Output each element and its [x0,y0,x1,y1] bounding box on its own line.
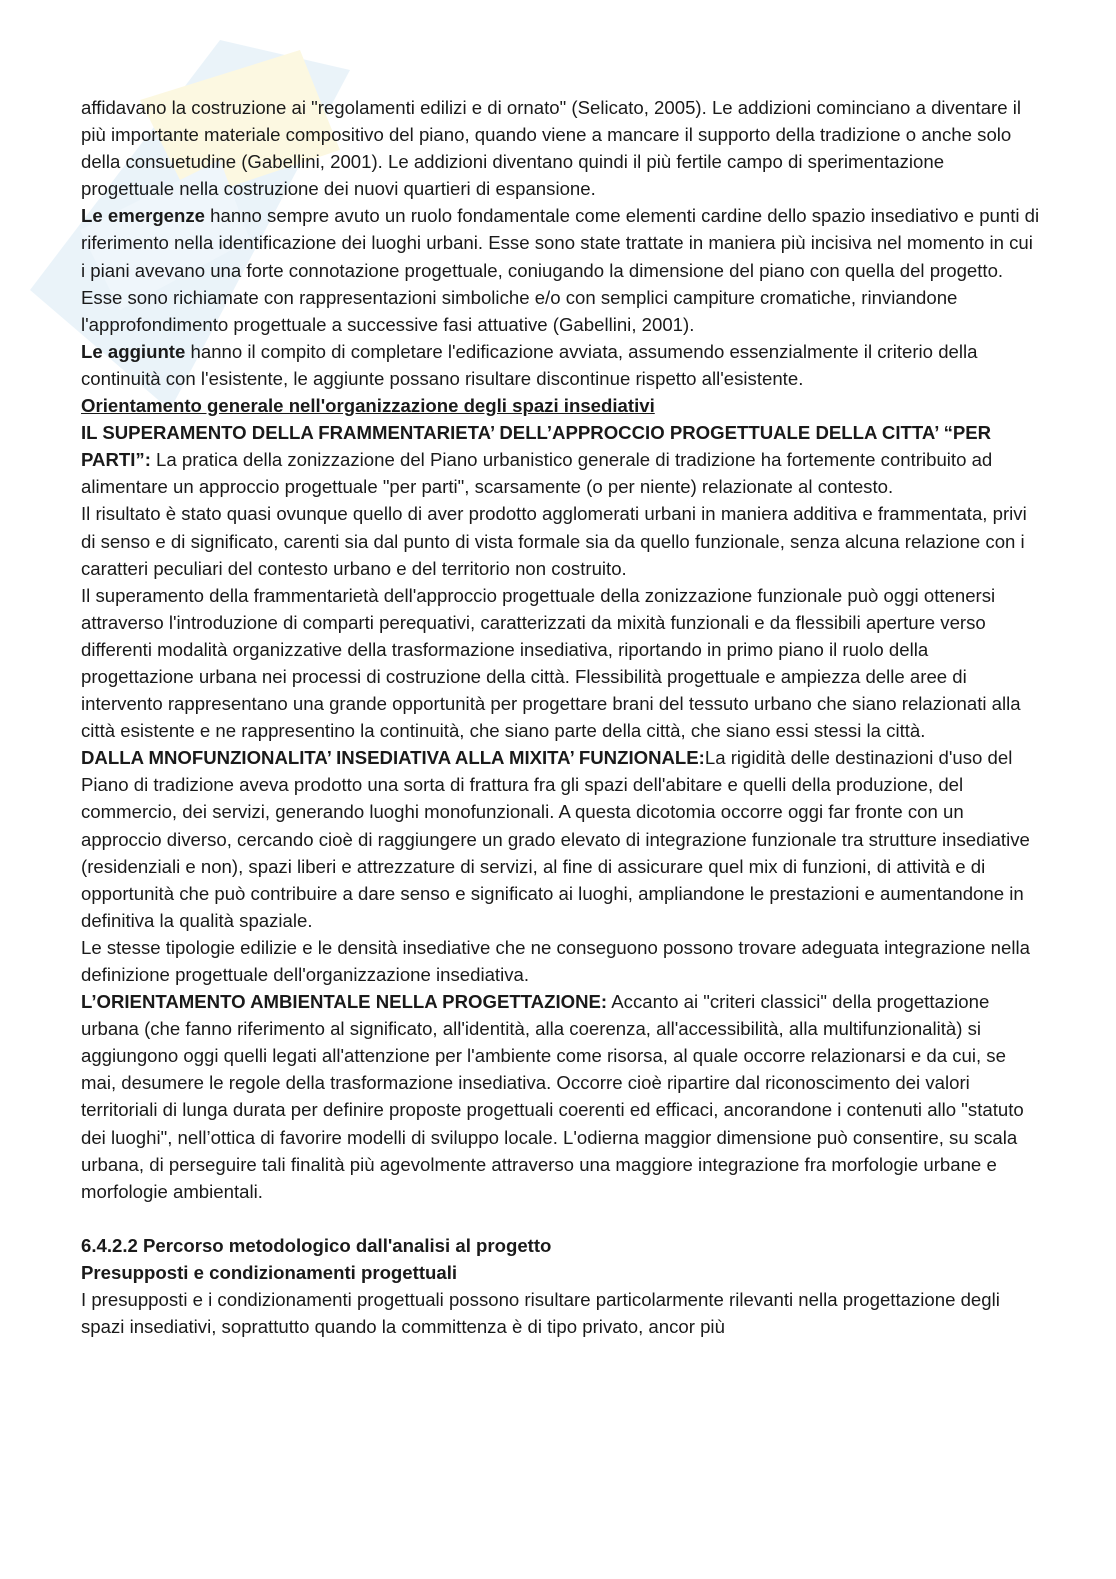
paragraph-text: La pratica della zonizzazione del Piano urbanistico generale di tradizione ha fortemente contribuito ad alimentare un approccio progettuale "per parti", scarsamente (o per niente) relazionate al contesto. [81,449,993,498]
paragraph-lead: DALLA MNOFUNZIONALITA’ INSEDIATIVA ALLA MIXITA’ FUNZIONALE: [81,747,705,769]
heading-orientamento [81,392,1041,419]
underlined-heading: Orientamento generale nell'organizzazione degli spazi insediativi [81,395,655,417]
paragraph-text: hanno il compito di completare l'edificazione avviata, assumendo essenzialmente il criterio della continuità con l'esistente, le aggiunte possano risultare discontinue rispetto all'esistente. [81,340,978,389]
paragraph-mixita [81,744,1041,934]
paragraph-text: Il superamento della frammentarietà dell'approccio progettuale della zonizzazione funzionale può oggi ottenersi attraverso l'introduzione di comparti perequativi, caratterizzati da mixità funzionali e da flessibili aperture verso differenti modalità organizzative della trasformazione insediativa, riportando in primo piano il ruolo della progettazione urbana nei processi di costruzione della città. Flessibilità progettuale e ampiezza delle aree di intervento rappresentano una grande opportunità per progettare brani del tessuto urbano che siano relazionati alla città esistente e ne rappresentino la continuità, che siano parte della città, che siano essi stessi la città. [81,584,1021,742]
subsection-title [81,1259,1041,1286]
paragraph-tipologie [81,934,1041,988]
spacer [81,1205,1041,1232]
section-title-text: 6.4.2.2 Percorso metodologico dall'analisi al progetto [81,1234,552,1256]
paragraph-text: La rigidità delle destinazioni d'uso del Piano di tradizione aveva prodotto una sorta di frattura fra gli spazi dell'abitare e quelli della produzione, del commercio, dei servizi, generando luoghi monofunzionali. A questa dicotomia occorre oggi far fronte con un approccio diverso, cercando cioè di raggiungere un grado elevato di integrazione funzionale tra strutture insediative (residenziali e non), spazi liberi e attrezzature di servizi, al fine di assicurare quel mix di funzioni, di attività e di opportunità che può contribuire a dare senso e significato ai luoghi, ampliandone le prestazioni e aumentandone in definitiva la qualità spaziale. [81,747,1030,931]
paragraph-text: Accanto ai "criteri classici" della progettazione urbana (che fanno riferimento al significato, all'identità, alla coerenza, all'accessibilità, alla multifunzionalità) si aggiungono oggi quelli legati all'attenzione per l'ambiente come risorsa, al quale occorre relazionarsi e da cui, se mai, desumere le regole della trasformazione insediativa. Occorre cioè ripartire dal riconoscimento dei valori territoriali di lunga durata per definire proposte progettuali coerenti ed efficaci, ancorandone i contenuti allo "statuto dei luoghi", nell’ottica di favorire modelli di sviluppo locale. L'odierna maggior dimensione può consentire, su scala urbana, di perseguire tali finalità più agevolmente attraverso una maggiore integrazione fra morfologie urbane e morfologie ambientali. [81,991,1024,1202]
paragraph-risultato [81,500,1041,581]
subsection-title-text: Presupposti e condizionamenti progettuali [81,1261,458,1283]
section-title [81,1232,1041,1259]
paragraph-emergenze [81,202,1041,337]
paragraph-text: affidavano la costruzione ai "regolamenti edilizi e di ornato" (Selicato, 2005). Le addizioni cominciano a diventare il più importante materiale compositivo del piano, quando viene a mancare il supporto della tradizione o anche solo della consuetudine (Gabellini, 2001). Le addizioni diventano quindi il più fertile campo di sperimentazione progettuale nella costruzione dei nuovi quartieri di espansione. [81,97,1021,200]
paragraph-lead: IL SUPERAMENTO DELLA FRAMMENTARIETA’ DELL’APPROCCIO PROGETTUALE DELLA CITTA’ “PER PARTI”: [81,422,992,471]
paragraph-presupposti [81,1286,1041,1340]
paragraph-text: I presupposti e i condizionamenti progettuali possono risultare particolarmente rilevanti nella progettazione degli spazi insediativi, soprattutto quando la committenza è di tipo privato, ancor più [81,1289,1000,1338]
paragraph-text: Il risultato è stato quasi ovunque quello di aver prodotto agglomerati urbani in maniera additiva e frammentata, privi di senso e di significato, carenti sia dal punto di vista formale sia da quello funzionale, senza alcuna relazione con i caratteri peculiari del contesto urbano e del territorio non costruito. [81,503,1027,579]
paragraph-text: Le stesse tipologie edilizie e le densità insediative che ne conseguono possono trovare adeguata integrazione nella definizione progettuale dell'organizzazione insediativa. [81,936,1030,985]
paragraph-frammentarieta [81,582,1041,745]
document-page [81,94,1041,1340]
paragraph-text: hanno sempre avuto un ruolo fondamentale come elementi cardine dello spazio insediativo e punti di riferimento nella identificazione dei luoghi urbani. Esse sono state trattate in maniera più incisiva nel momento in cui i piani avevano una forte connotazione progettuale, coniugando la dimensione del piano con quella del progetto. Esse sono richiamate con rappresentazioni simboliche e/o con semplici campiture cromatiche, rinviandone l'approfondimento progettuale a successive fasi attuative (Gabellini, 2001). [81,205,1040,335]
paragraph-addizioni [81,94,1041,202]
paragraph-ambientale [81,988,1041,1205]
paragraph-lead: Le aggiunte [81,340,186,362]
paragraph-lead: Le emergenze [81,205,206,227]
paragraph-lead: L’ORIENTAMENTO AMBIENTALE NELLA PROGETTAZIONE: [81,991,608,1013]
paragraph-superamento [81,419,1041,500]
paragraph-aggiunte [81,338,1041,392]
